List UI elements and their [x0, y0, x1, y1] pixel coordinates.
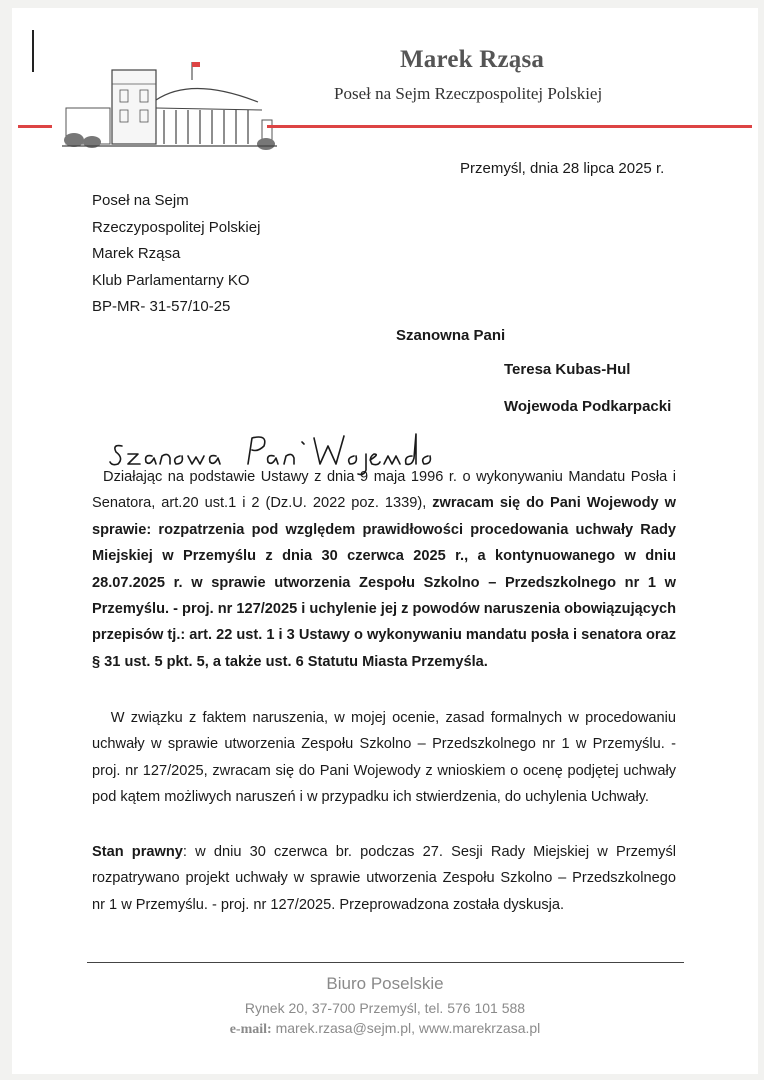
margin-mark — [32, 30, 34, 72]
paragraph-2 — [92, 705, 676, 811]
sender-line: Klub Parlamentarny KO — [92, 271, 250, 289]
footer-divider — [87, 962, 684, 963]
sender-line: Rzeczypospolitej Polskiej — [92, 218, 261, 236]
legal-status-label: Stan prawny — [92, 844, 183, 860]
letterhead-title: Poseł na Sejm Rzeczpospolitej Polskiej — [334, 84, 603, 103]
footer-email-label: e-mail: — [229, 1022, 272, 1037]
addressee-salutation: Szanowna Pani — [396, 327, 506, 344]
footer-email-text: marek.rzasa@sejm.pl, www.marekrzasa.pl — [275, 1020, 541, 1036]
footer-office: Biuro Poselskie — [326, 974, 444, 993]
addressee-name: Teresa Kubas-Hul — [504, 361, 631, 378]
sender-line: Poseł na Sejm — [92, 192, 189, 209]
letterhead-rule-right — [267, 125, 752, 128]
letterhead-name: Marek Rząsa — [400, 46, 545, 73]
paragraph-1 — [92, 464, 676, 675]
footer-contact — [12, 1020, 758, 1038]
sender-block — [92, 188, 260, 321]
paragraph-3-text: : w dniu 30 czerwca br. podczas 27. Sesji Rady Miejskiej w Przemyśl rozpatrywano projekt uchwały w sprawie utworzenia Zespołu Szkolno – Przedszkolnego nr 1 w Przemyślu. - proj. nr 127/2025. Przeprowadzona została dyskusja. — [92, 844, 677, 913]
paragraph-1-bold: zwracam się do Pani Wojewody w sprawie: rozpatrzenia pod względem prawidłowości procedowania uchwały Rady Miejskiej w Przemyślu z dnia 30 czerwca 2025 r., a kontynuowanego w dniu 28.07.2025 r. w sprawie utworzenia Zespołu Szkolno – Przedszkolnego nr 1 w Przemyślu. - proj. nr 127/2025 i uchylenie jej z powodów naruszenia obowiązujących przepisów tj.: art. 22 ust. 1 i 3 Ustawy o wykonywaniu mandatu posła i senatora oraz § 31 ust. 5 pkt. 5, a także ust. 6 Statutu Miasta Przemyśla. — [92, 495, 676, 670]
reference-number: BP-MR- 31-57/10-25 — [92, 298, 231, 315]
sejm-building-icon — [62, 40, 277, 158]
footer-address: Rynek 20, 37-700 Przemyśl, tel. 576 101 588 — [244, 1000, 526, 1016]
sender-line: Marek Rząsa — [92, 245, 181, 262]
paragraph-3 — [92, 839, 676, 918]
letter-page — [12, 8, 758, 1074]
paragraph-1-intro: Działając na podstawie Ustawy z dnia 9 maja 1996 r. o wykonywaniu Mandatu Posła i Senatora, art.20 ust.1 i 2 (Dz.U. 2022 poz. 1339), — [92, 469, 676, 512]
date-line: Przemyśl, dnia 28 lipca 2025 r. — [460, 160, 665, 177]
addressee-position: Wojewoda Podkarpacki — [504, 398, 672, 415]
paragraph-2-text: W związku z faktem naruszenia, w mojej ocenie, zasad formalnych w procedowaniu uchwały w sprawie utworzenia Zespołu Szkolno – Przedszkolnego nr 1 w Przemyślu. - proj. nr 127/2025, zwracam się do Pani Wojewody z wnioskiem o ocenę podjętej uchwały pod kątem możliwych naruszeń i w przypadku ich stwierdzenia, do uchylenia Uchwały. — [92, 710, 676, 806]
letterhead-rule-left — [18, 125, 52, 128]
